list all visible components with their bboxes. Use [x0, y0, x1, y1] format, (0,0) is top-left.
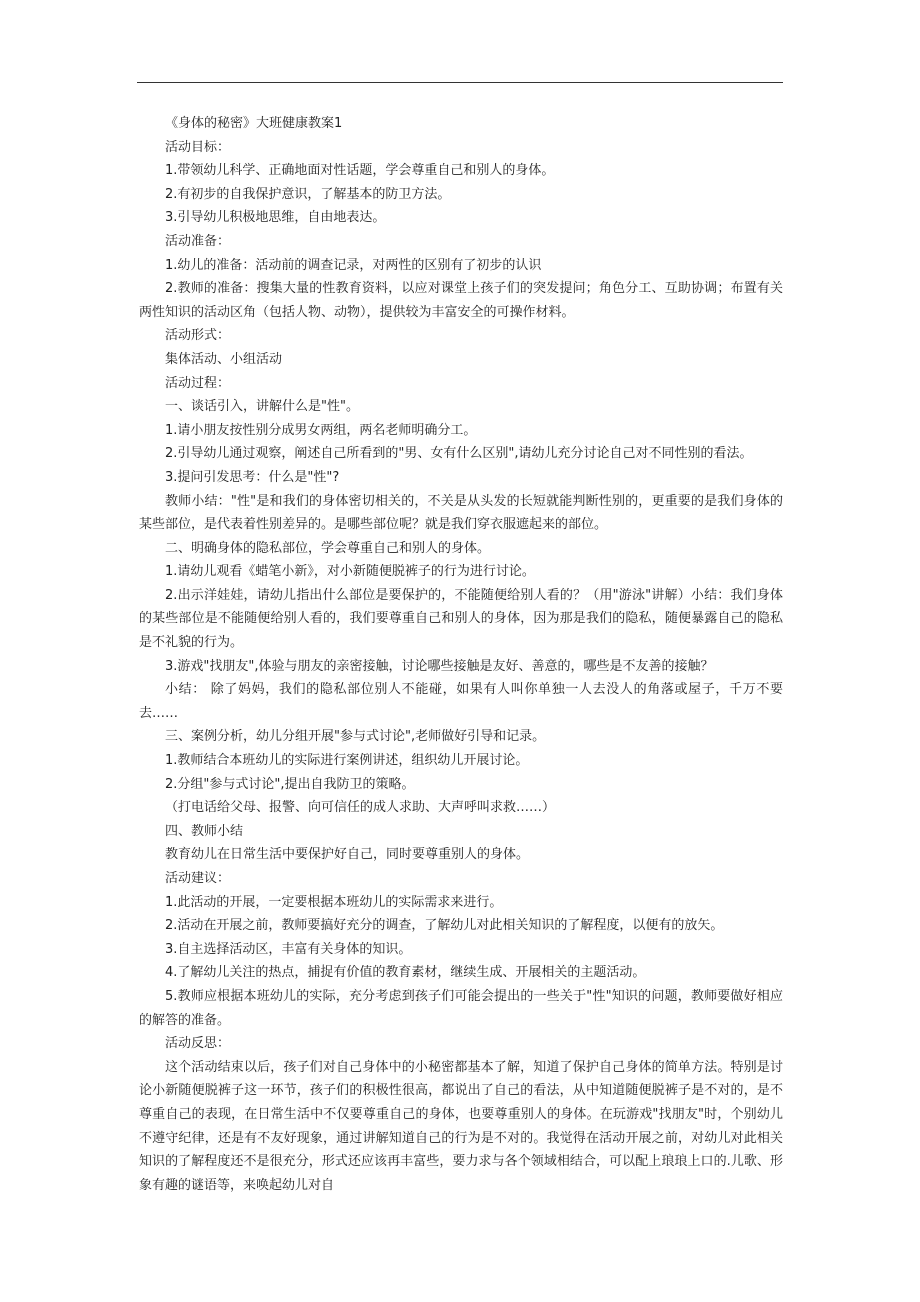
paragraph: 活动过程：: [165, 375, 231, 391]
paragraph: 4.了解幼儿关注的热点，捕捉有价值的教育素材，继续生成、开展相关的主题活动。: [165, 965, 646, 981]
paragraph: 四、教师小结: [165, 823, 244, 839]
paragraph: 活动目标：: [165, 139, 231, 155]
paragraph: 教育幼儿在日常生活中要保护好自己，同时要尊重别人的身体。: [165, 847, 530, 863]
paragraph: 2.有初步的自我保护意识，了解基本的防卫方法。: [165, 186, 451, 202]
paragraph: 1.教师结合本班幼儿的实际进行案例讲述，组织幼儿开展讨论。: [165, 753, 529, 769]
paragraph: 小结： 除了妈妈，我们的隐私部位别人不能碰，如果有人叫你单独一人去没人的角落或屋子，千万不要去……: [139, 682, 783, 721]
document-title: 《身体的秘密》大班健康教案1: [165, 116, 343, 131]
paragraph: 2.活动在开展之前，教师要搞好充分的调查，了解幼儿对此相关知识的了解程度，以便有的放矢。: [165, 918, 724, 934]
paragraph: 3.提问引发思考：什么是"性"?: [165, 469, 340, 485]
paragraph: 集体活动、小组活动: [165, 351, 283, 367]
paragraph: 教师小结："性"是和我们的身体密切相关的，不关是从头发的长短就能判断性别的，更重要的是我们身体的某些部位，是代表着性别差异的。是哪些部位呢？就是我们穿衣服遮起来的部位。: [139, 493, 783, 533]
paragraph: 2.分组"参与式讨论",提出自我防卫的策略。: [165, 776, 415, 792]
paragraph: 1.请小朋友按性别分成男女两组，两名老师明确分工。: [165, 422, 477, 438]
paragraph: 5.教师应根据本班幼儿的实际，充分考虑到孩子们可能会提出的一些关于"性"知识的问题，教师要做好相应的解答的准备。: [139, 988, 783, 1028]
paragraph: 1.带领幼儿科学、正确地面对性话题，学会尊重自己和别人的身体。: [165, 163, 555, 179]
paragraph: 3.引导幼儿积极地思维，自由地表达。: [165, 210, 386, 226]
paragraph: 这个活动结束以后，孩子们对自己身体中的小秘密都基本了解，知道了保护自己身体的简单方法。特别是讨论小新随便脱裤子这一环节，孩子们的积极性很高，都说出了自己的看法，从中知道随便脱裤子是不对的，是不尊重自己的表现，在日常生活中不仅要尊重自己的身体，也要尊重别人的身体。在玩游戏"找朋友"时，个别幼儿不遵守纪律，还是有不友好现象，通过讲解知道自己的行为是不对的。我觉得在活动开展之前，对幼儿对此相关知识的了解程度还不是很充分，形式还应该再丰富些，要力求与各个领域相结合，可以配上琅琅上口的.儿歌、形象有趣的谜语等，来唤起幼儿对自: [139, 1059, 783, 1193]
paragraph: 活动准备：: [165, 233, 231, 249]
paragraph: 活动反思：: [165, 1036, 231, 1052]
document-body: [139, 112, 783, 1197]
paragraph: 活动形式：: [165, 328, 231, 344]
paragraph: 2.引导幼儿通过观察，阐述自己所看到的"男、女有什么区别",请幼儿充分讨论自己对不同性别的看法。: [165, 446, 753, 462]
header-rule: [137, 82, 783, 83]
paragraph: 3.游戏"找朋友",体验与朋友的亲密接触，讨论哪些接触是友好、善意的，哪些是不友善的接触？: [165, 658, 714, 674]
paragraph: 活动建议：: [165, 871, 231, 886]
paragraph: 2.教师的准备：搜集大量的性教育资料，以应对课堂上孩子们的突发提问；角色分工、互助协调；布置有关两性知识的活动区角（包括人物、动物），提供较为丰富安全的可操作材料。: [139, 281, 783, 320]
paragraph: 2.出示洋娃娃，请幼儿指出什么部位是要保护的，不能随便给别人看的？（用"游泳"讲解）小结：我们身体的某些部位是不能随便给别人看的，我们要尊重自己和别人的身体，因为那是我们的隐私，随便暴露自己的隐私是不礼貌的行为。: [139, 587, 783, 651]
paragraph: 1.此活动的开展，一定要根据本班幼儿的实际需求来进行。: [165, 894, 503, 910]
paragraph: 二、明确身体的隐私部位，学会尊重自己和别人的身体。: [165, 540, 491, 556]
paragraph: 三、案例分析，幼儿分组开展"参与式讨论",老师做好引导和记录。: [165, 729, 546, 745]
paragraph: 3.自主选择活动区，丰富有关身体的知识。: [165, 941, 412, 957]
paragraph: 1.幼儿的准备：活动前的调查记录，对两性的区别有了初步的认识: [165, 257, 542, 273]
paragraph: 1.请幼儿观看《蜡笔小新》，对小新随便脱裤子的行为进行讨论。: [165, 564, 535, 580]
paragraph: 一、谈话引入，讲解什么是"性"。: [165, 399, 359, 415]
paragraph: （打电话给父母、报警、向可信任的成人求助、大声呼叫求救……）: [165, 800, 556, 816]
